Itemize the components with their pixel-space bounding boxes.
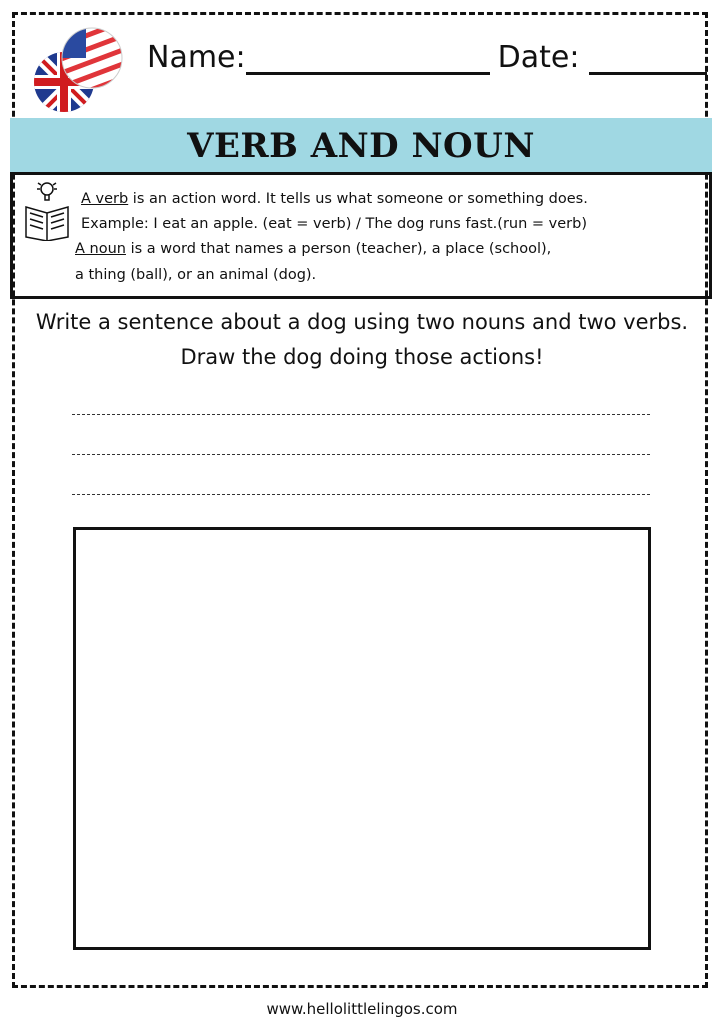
noun-definition: is a word that names a person (teacher), a place (school), (125, 241, 552, 257)
prompt-line-1: Write a sentence about a dog using two nouns and two verbs. (35, 310, 689, 334)
verb-term: A verb (81, 191, 129, 207)
drawing-box[interactable] (73, 527, 651, 950)
writing-line[interactable] (72, 454, 650, 455)
date-field[interactable] (589, 42, 707, 75)
footer-url: www.hellolittlelingos.com (266, 1000, 458, 1018)
noun-term: A noun (75, 241, 126, 257)
name-field[interactable] (246, 42, 490, 75)
name-label: Name: (147, 40, 246, 75)
prompt-line-2: Draw the dog doing those actions! (180, 345, 544, 369)
verb-definition: is an action word. It tells us what someone or something does. (128, 191, 588, 207)
verb-example: Example: I eat an apple. (eat = verb) / The dog runs fast.(run = verb) (81, 216, 587, 232)
date-label: Date: (497, 40, 580, 75)
book-lightbulb-icon (23, 179, 75, 241)
definition-box (10, 172, 712, 299)
uk-us-flags-icon (28, 26, 128, 116)
writing-line[interactable] (72, 414, 650, 415)
writing-line[interactable] (72, 494, 650, 495)
worksheet-title: VERB AND NOUN (10, 118, 712, 172)
name-date-row (147, 40, 707, 75)
noun-definition-cont: a thing (ball), or an animal (dog). (75, 267, 317, 283)
